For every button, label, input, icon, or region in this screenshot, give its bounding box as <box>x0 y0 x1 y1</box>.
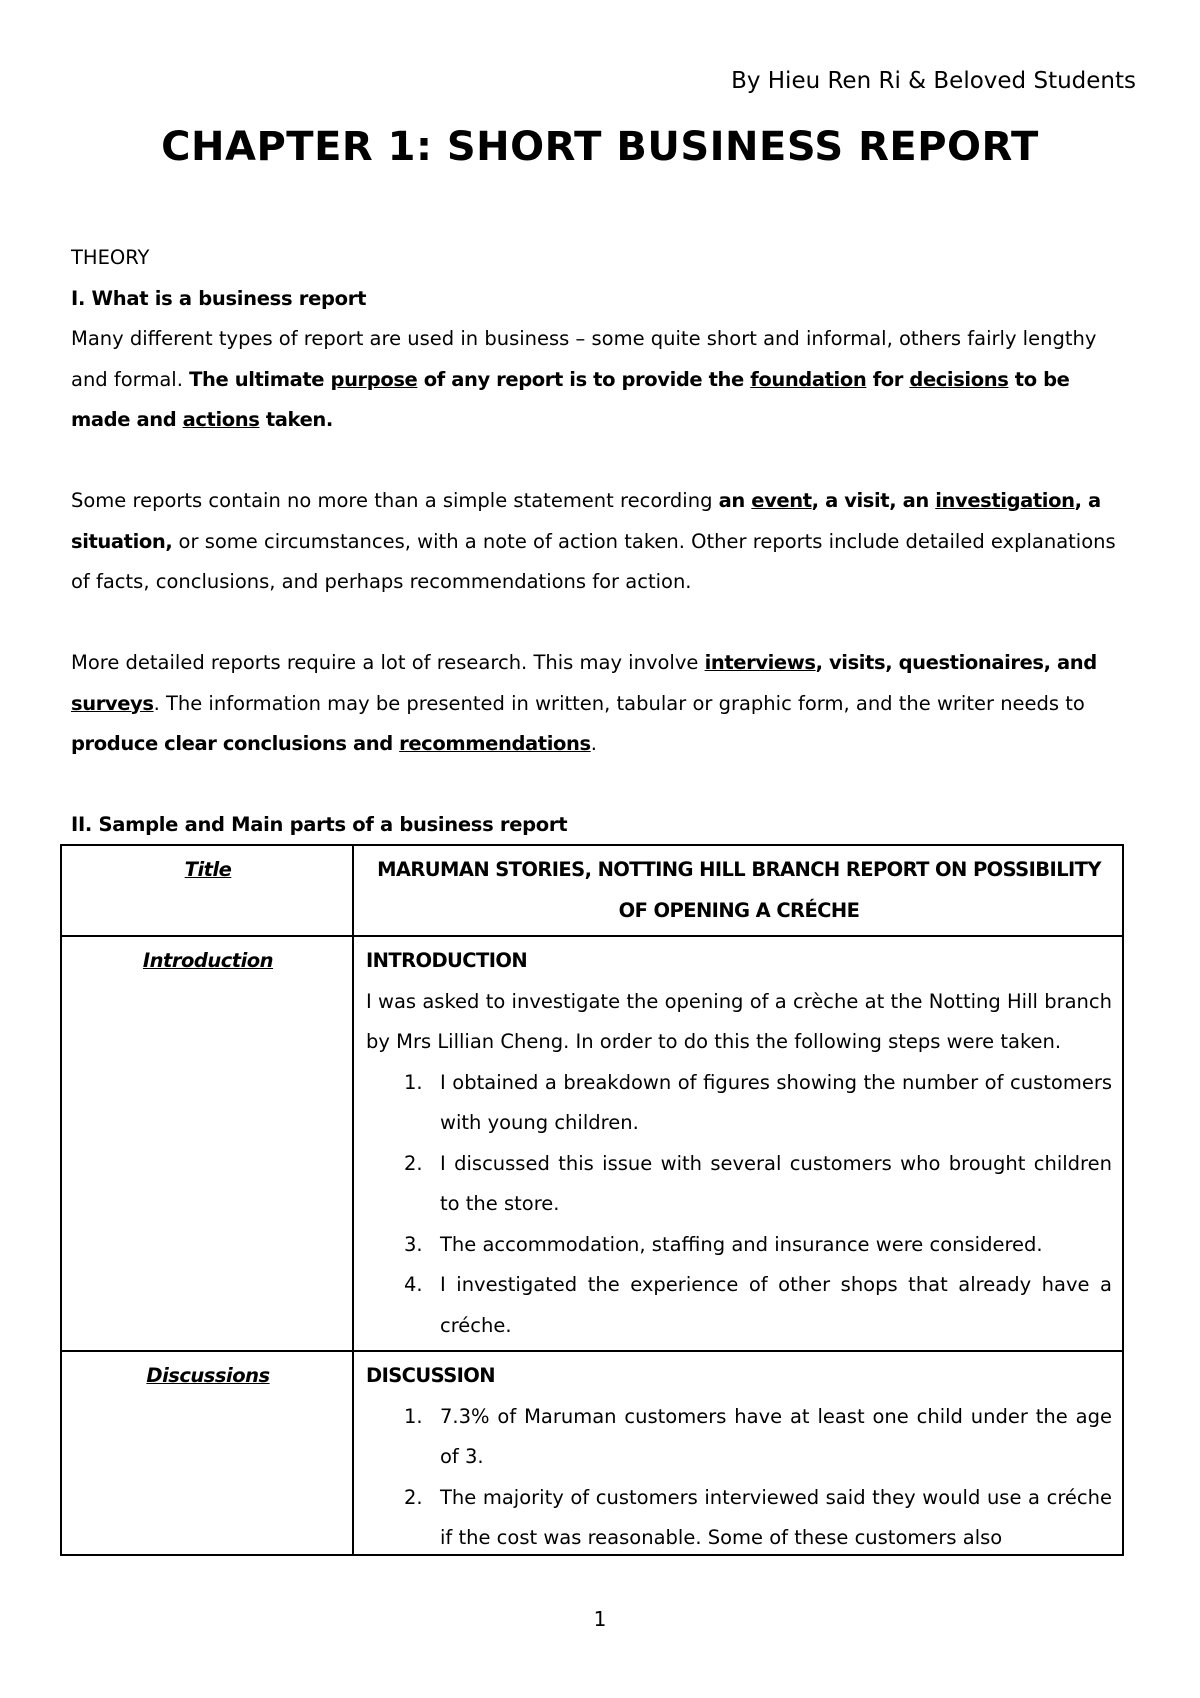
row-label-discussions: Discussions <box>61 1351 353 1555</box>
page-number: 1 <box>593 1607 607 1631</box>
bold-run: The ultimate <box>189 367 331 391</box>
list-item <box>366 1397 1112 1478</box>
section-heading-sample: II. Sample and Main parts of a business report <box>71 813 568 836</box>
row-label-title: Title <box>61 845 353 936</box>
discussion-content <box>366 1356 1112 1550</box>
row-content-introduction <box>353 936 1123 1351</box>
underlined-term: investigation <box>935 489 1075 512</box>
underlined-term: surveys <box>71 691 154 715</box>
row-content-discussions <box>353 1351 1123 1555</box>
discussion-list <box>366 1397 1112 1551</box>
underlined-term: interviews <box>704 651 816 674</box>
list-number: 4. <box>404 1273 423 1296</box>
text-run: . The information may be presented in written, tabular or graphic form, and the writer needs to <box>153 691 1085 715</box>
report-title: MARUMAN STORIES, NOTTING HILL BRANCH REPORT ON POSSIBILITY OF OPENING A CRÉCHE <box>377 858 1101 922</box>
bold-run: , visits, questionaires, and <box>815 651 1097 674</box>
list-item-text: The accommodation, staffing and insurance were considered. <box>440 1232 1043 1256</box>
introduction-text: I was asked to investigate the opening of a crèche at the Notting Hill branch by Mrs Lillian Cheng. In order to do this the following steps were taken. <box>366 989 1112 1053</box>
bold-run: produce clear conclusions and <box>71 732 400 755</box>
chapter-title: CHAPTER 1: SHORT BUSINESS REPORT <box>161 124 1039 170</box>
underlined-term: recommendations <box>399 732 591 755</box>
underlined-term: decisions <box>909 367 1009 391</box>
list-item <box>366 1265 1112 1346</box>
underlined-term: event <box>751 489 812 512</box>
theory-label: THEORY <box>71 246 150 269</box>
introduction-steps-list <box>366 1063 1112 1347</box>
text-run: More detailed reports require a lot of research. This may involve <box>71 651 705 674</box>
row-content-title <box>353 845 1123 936</box>
table-row-introduction <box>61 936 1123 1351</box>
discussion-heading: DISCUSSION <box>366 1364 495 1387</box>
paragraph-spacer <box>71 765 1116 806</box>
underlined-term: actions <box>182 408 260 431</box>
list-number: 1. <box>404 1070 423 1094</box>
bold-run: situation <box>71 529 166 553</box>
list-number: 3. <box>404 1232 423 1256</box>
list-item <box>366 1063 1112 1144</box>
bold-run: , <box>165 529 173 553</box>
bold-run: for <box>866 367 910 391</box>
underlined-term: purpose <box>330 367 418 391</box>
list-item-text: I obtained a breakdown of figures showing the number of customers with young children. <box>440 1070 1112 1134</box>
paragraph-spacer <box>71 603 1116 644</box>
section-heading-what-is-report: I. What is a business report <box>71 286 367 310</box>
text-run: or some circumstances, with a note of action taken. Other reports include detailed explanations of facts, conclusions, and perhaps recommendations for action. <box>71 529 1116 593</box>
list-number: 2. <box>404 1151 423 1175</box>
introduction-heading: INTRODUCTION <box>366 949 528 972</box>
table-row-discussions <box>61 1351 1123 1555</box>
list-number: 2. <box>404 1485 423 1509</box>
list-item-text: The majority of customers interviewed said they would use a créche if the cost was reasonable. Some of these customers also <box>440 1485 1112 1549</box>
list-item-text: I investigated the experience of other shops that already have a créche. <box>440 1273 1112 1337</box>
text-run: Some reports contain no more than a simple statement recording <box>71 489 719 512</box>
paragraph-research <box>71 643 1116 765</box>
list-item-text: I discussed this issue with several customers who brought children to the store. <box>440 1151 1112 1215</box>
text-run: . <box>590 732 597 755</box>
bold-run: , a <box>1074 489 1101 512</box>
list-item <box>366 1144 1112 1225</box>
bold-run: an <box>718 489 752 512</box>
bold-run: , a visit, an <box>811 489 936 512</box>
text-run: Many different types of report are used in business – some quite short and informal, others fairly lengthy and formal. <box>71 327 1097 391</box>
row-label-introduction: Introduction <box>61 936 353 1351</box>
paragraph-statements <box>71 481 1116 603</box>
list-item-text: 7.3% of Maruman customers have at least one child under the age of 3. <box>440 1404 1112 1468</box>
paragraph-spacer <box>71 441 1116 482</box>
paragraph-purpose <box>71 319 1116 441</box>
bold-run: of any report is to provide the <box>417 367 751 391</box>
body-text <box>71 238 1116 846</box>
list-item <box>366 1478 1112 1551</box>
table-row-title <box>61 845 1123 936</box>
bold-run: to be made and <box>71 367 1070 431</box>
list-number: 1. <box>404 1404 423 1428</box>
list-item <box>366 1225 1112 1266</box>
bold-run: taken. <box>259 408 333 431</box>
underlined-term: foundation <box>750 367 867 391</box>
header-credit: By Hieu Ren Ri & Beloved Students <box>731 68 1136 94</box>
report-sample-table <box>60 844 1124 1556</box>
